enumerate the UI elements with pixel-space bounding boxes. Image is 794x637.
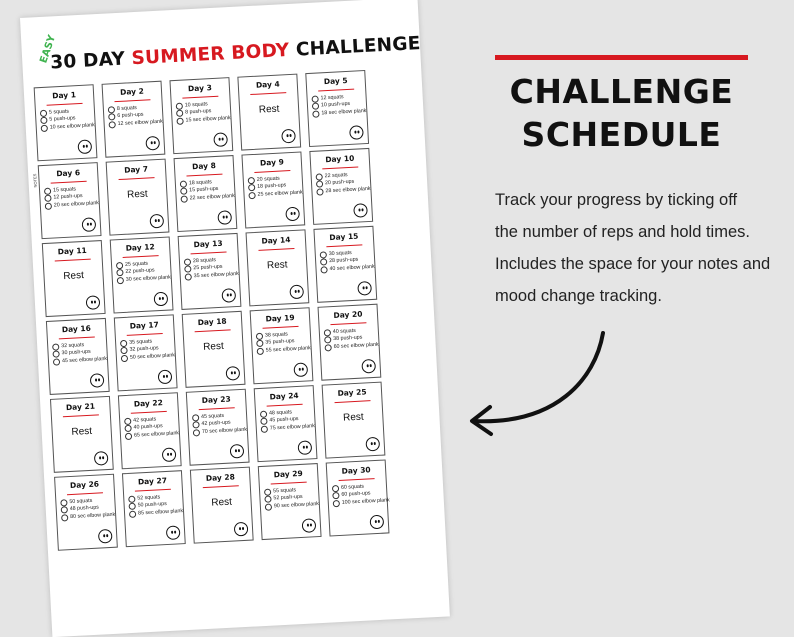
exercise-text: 5 push-ups [49, 115, 76, 123]
day-label: Day 28 [205, 472, 236, 483]
exercise-text: 25 push-ups [193, 264, 223, 272]
mood-face-icon[interactable] [353, 203, 368, 218]
day-card [42, 240, 106, 317]
rest-label: Rest [342, 411, 364, 424]
day-label: Day 30 [341, 465, 371, 476]
day-label: Day 8 [191, 160, 217, 172]
exercise-text: 30 squats [328, 249, 352, 258]
exercise-item [261, 423, 315, 433]
checkbox-circle[interactable] [261, 425, 268, 432]
checkbox-circle[interactable] [185, 273, 192, 280]
heading-line-2: SCHEDULE [521, 115, 722, 154]
mood-face-icon[interactable] [302, 518, 317, 533]
exercise-item [248, 189, 302, 199]
day-underline [135, 489, 171, 492]
rest-label: Rest [258, 103, 280, 116]
day-label: Day 6 [56, 168, 81, 179]
exercise-text: 5 squats [48, 108, 70, 116]
day-label: Day 23 [201, 394, 231, 406]
checkbox-circle[interactable] [129, 510, 136, 517]
day-underline [258, 248, 294, 251]
exercise-text: 42 push-ups [201, 419, 231, 428]
exercise-text: 20 push-ups [324, 179, 355, 187]
exercise-text: 35 sec elbow plank [193, 270, 239, 279]
day-card [118, 392, 182, 469]
day-underline [250, 92, 286, 95]
checkbox-circle[interactable] [41, 124, 48, 131]
mood-face-icon[interactable] [98, 529, 113, 544]
exercise-text: 100 sec elbow plank [341, 496, 390, 506]
curved-arrow-left-icon [460, 325, 620, 445]
day-card [186, 389, 250, 466]
exercise-item [257, 345, 311, 355]
checkbox-circle[interactable] [125, 432, 132, 439]
exercise-text: 28 squats [192, 257, 217, 265]
exercise-text: 48 squats [268, 409, 293, 417]
exercise-list [311, 93, 366, 118]
day-label: Day 26 [69, 479, 100, 491]
exercise-text: 50 sec elbow plank [129, 351, 176, 361]
day-underline [131, 411, 167, 414]
day-card [50, 396, 114, 473]
exercise-text: 45 push-ups [269, 416, 299, 424]
day-underline [191, 252, 227, 255]
day-underline [254, 170, 290, 173]
exercise-list [124, 415, 179, 440]
checkbox-circle[interactable] [257, 347, 264, 354]
day-underline [63, 414, 99, 417]
exercise-text: 22 sec elbow plank [189, 192, 235, 201]
day-label: Day 21 [65, 401, 96, 413]
exercise-list [332, 482, 390, 507]
exercise-text: 30 sec elbow plank [125, 274, 171, 283]
exercise-text: 22 push-ups [125, 267, 155, 276]
exercise-item [176, 115, 230, 125]
day-underline [47, 103, 83, 106]
day-card [250, 307, 314, 384]
exercise-list [264, 486, 319, 511]
day-label: Day 3 [187, 83, 213, 94]
checkbox-circle[interactable] [320, 266, 327, 273]
exercise-item [53, 356, 107, 366]
easy-badge: EASY [38, 33, 59, 65]
exercise-text: 90 sec elbow plank [273, 500, 320, 509]
checkbox-circle[interactable] [45, 202, 52, 209]
exercise-text: 22 squats [324, 172, 348, 180]
exercise-item [333, 497, 390, 507]
exercise-text: 55 sec elbow plank [265, 344, 311, 354]
rest-label: Rest [71, 425, 93, 438]
mood-face-icon[interactable] [234, 522, 249, 537]
day-underline [326, 244, 362, 247]
day-card [305, 70, 369, 147]
checkbox-circle[interactable] [333, 500, 340, 507]
exercise-text: 75 sec elbow plank [269, 422, 315, 432]
mood-face-icon[interactable] [298, 440, 313, 455]
day-label: Day 1 [51, 90, 77, 101]
exercise-text: 38 push-ups [333, 334, 363, 343]
mood-face-icon[interactable] [226, 366, 241, 381]
day-label: Day 12 [125, 242, 155, 253]
exercise-text: 85 sec elbow plank [137, 507, 184, 517]
day-underline [318, 89, 354, 92]
day-card [182, 311, 246, 388]
day-underline [322, 167, 358, 170]
exercise-text: 60 sec elbow plank [333, 341, 379, 350]
day-card [106, 159, 170, 236]
mood-face-icon[interactable] [82, 217, 97, 232]
rest-label: Rest [202, 340, 225, 353]
exercise-list [52, 341, 107, 366]
day-underline [182, 96, 218, 99]
exercise-text: 50 squats [69, 497, 93, 506]
mood-face-icon[interactable] [158, 370, 173, 385]
day-label: Day 16 [61, 323, 92, 335]
day-label: Day 19 [265, 313, 295, 324]
title-part-1: 30 DAY [49, 48, 133, 74]
exercise-text: 15 squats [52, 186, 77, 194]
exercise-text: 45 sec elbow plank [61, 355, 108, 364]
day-card [313, 226, 377, 303]
mood-face-icon[interactable] [213, 132, 228, 147]
checkbox-circle[interactable] [117, 277, 124, 284]
checkbox-circle[interactable] [61, 514, 68, 521]
day-underline [55, 259, 91, 262]
notes-label: NOTES [32, 173, 38, 188]
day-label: Day 9 [259, 157, 285, 168]
day-card [169, 77, 233, 154]
day-underline [195, 329, 231, 332]
mood-face-icon[interactable] [361, 359, 376, 374]
description-line: mood change tracking. [495, 287, 662, 305]
exercise-item [129, 508, 183, 518]
day-label: Day 20 [333, 309, 363, 320]
mood-face-icon[interactable] [90, 373, 105, 388]
day-card [318, 304, 382, 381]
mood-face-icon[interactable] [86, 295, 101, 310]
exercise-text: 65 sec elbow plank [133, 429, 180, 439]
day-label: Day 2 [119, 86, 145, 97]
exercise-list [120, 337, 175, 362]
mood-face-icon[interactable] [221, 288, 236, 303]
day-underline [339, 478, 375, 481]
day-label: Day 4 [255, 79, 280, 90]
mood-face-icon[interactable] [94, 451, 109, 466]
day-underline [67, 492, 103, 495]
day-label: Day 27 [137, 475, 168, 487]
day-card [54, 474, 118, 551]
day-label: Day 18 [197, 316, 227, 328]
exercise-list [116, 259, 171, 284]
exercise-text: 20 sec elbow plank [53, 199, 99, 209]
exercise-list [316, 171, 371, 196]
exercise-text: 60 squats [340, 483, 365, 491]
day-card [46, 318, 110, 395]
day-underline [271, 482, 307, 485]
exercise-text: 18 squats [188, 179, 212, 187]
exercise-list [192, 412, 247, 437]
day-underline [330, 322, 366, 325]
mood-face-icon[interactable] [154, 292, 169, 307]
exercise-text: 12 push-ups [53, 193, 83, 201]
mood-face-icon[interactable] [365, 437, 380, 452]
exercise-text: 50 push-ups [137, 501, 167, 509]
day-card [102, 81, 166, 158]
day-label: Day 7 [123, 164, 149, 175]
mood-face-icon[interactable] [145, 136, 160, 151]
mood-face-icon[interactable] [293, 362, 308, 377]
exercise-item [185, 271, 239, 281]
mood-face-icon[interactable] [230, 444, 245, 459]
day-label: Day 13 [193, 238, 223, 250]
exercise-text: 18 sec elbow plank [321, 107, 367, 116]
exercise-text: 25 sec elbow plank [257, 189, 303, 198]
day-card [114, 314, 178, 391]
mood-face-icon[interactable] [289, 285, 304, 300]
exercise-item [193, 426, 247, 436]
day-card [326, 459, 390, 536]
day-label: Day 5 [323, 75, 348, 87]
exercise-text: 32 push-ups [129, 345, 159, 354]
exercise-list [128, 493, 183, 518]
exercise-text: 28 sec elbow plank [325, 185, 371, 194]
exercise-list [180, 178, 235, 203]
day-card [190, 467, 254, 544]
exercise-text: 55 squats [272, 487, 297, 495]
day-underline [263, 326, 299, 329]
day-label: Day 22 [133, 398, 164, 409]
day-label: Day 24 [269, 390, 299, 402]
mood-face-icon[interactable] [285, 207, 300, 222]
exercise-text: 15 sec elbow plank [185, 114, 231, 124]
day-label: Day 25 [337, 387, 367, 398]
day-underline [199, 407, 235, 410]
exercise-text: 40 sec elbow plank [329, 263, 375, 272]
exercise-text: 12 sec elbow plank [117, 118, 163, 127]
exercise-list [256, 330, 311, 355]
exercise-text: 35 squats [128, 338, 153, 346]
panel-heading [495, 70, 748, 156]
exercise-text: 18 push-ups [257, 182, 287, 191]
mood-face-icon[interactable] [370, 515, 385, 530]
exercise-item [312, 108, 366, 118]
exercise-text: 70 sec elbow plank [201, 426, 248, 435]
exercise-list [176, 100, 231, 125]
exercise-item [109, 118, 163, 128]
mood-face-icon[interactable] [149, 214, 164, 229]
description-line: Track your progress by ticking off [495, 191, 738, 209]
day-card [34, 84, 98, 161]
checkbox-circle[interactable] [181, 195, 188, 202]
exercise-text: 52 squats [137, 494, 161, 502]
exercise-list [260, 408, 315, 433]
mood-face-icon[interactable] [77, 139, 92, 154]
exercise-item [320, 263, 374, 273]
challenge-sheet [20, 0, 450, 637]
exercise-text: 38 squats [264, 331, 289, 339]
exercise-text: 6 push-ups [117, 111, 144, 120]
mood-face-icon[interactable] [162, 447, 177, 462]
day-label: Day 15 [329, 231, 359, 243]
day-underline [186, 174, 222, 177]
exercise-item [265, 501, 319, 511]
title-part-2: SUMMER BODY [131, 39, 290, 70]
accent-bar [495, 55, 748, 60]
checkbox-circle[interactable] [193, 429, 200, 436]
mood-face-icon[interactable] [349, 125, 364, 140]
exercise-item [41, 122, 95, 132]
exercise-item [125, 430, 179, 440]
exercise-text: 10 sec elbow plank [49, 121, 95, 131]
exercise-text: 12 squats [320, 94, 344, 102]
rest-label: Rest [63, 270, 85, 283]
checkbox-circle[interactable] [312, 110, 319, 117]
day-underline [127, 333, 163, 336]
exercise-list [324, 327, 379, 352]
exercise-text: 80 sec elbow plank [70, 511, 116, 520]
day-label: Day 17 [129, 320, 159, 331]
checkbox-circle[interactable] [324, 344, 331, 351]
day-card [322, 382, 386, 459]
exercise-text: 8 push-ups [185, 108, 212, 116]
panel-description [495, 184, 775, 312]
exercise-text: 20 squats [256, 175, 280, 183]
checkbox-circle[interactable] [53, 358, 60, 365]
day-card [122, 470, 186, 547]
exercise-item [117, 274, 171, 284]
day-card [178, 233, 242, 310]
exercise-item [316, 185, 370, 195]
day-card [241, 151, 305, 228]
mood-face-icon[interactable] [357, 281, 372, 296]
checkbox-circle[interactable] [248, 192, 255, 199]
exercise-list [44, 185, 99, 210]
exercise-text: 10 push-ups [320, 101, 351, 109]
exercise-text: 32 squats [61, 342, 85, 350]
exercise-item [181, 193, 235, 203]
rest-label: Rest [211, 496, 233, 509]
rest-label: Rest [266, 259, 288, 272]
day-underline [123, 255, 159, 258]
exercise-list [60, 497, 115, 522]
exercise-text: 52 push-ups [273, 494, 303, 502]
day-label: Day 14 [261, 235, 291, 246]
exercise-item [121, 352, 175, 362]
rest-label: Rest [126, 188, 148, 201]
heading-line-1: CHALLENGE [509, 72, 734, 111]
mood-face-icon[interactable] [166, 525, 181, 540]
day-card [237, 74, 301, 151]
day-underline [335, 400, 371, 403]
day-underline [59, 337, 95, 340]
day-underline [114, 99, 150, 102]
day-card [38, 162, 102, 239]
exercise-item [324, 341, 378, 351]
checkbox-circle[interactable] [176, 117, 183, 124]
exercise-list [248, 174, 303, 199]
exercise-item [61, 511, 115, 521]
day-underline [267, 404, 303, 407]
exercise-text: 40 push-ups [133, 423, 163, 431]
checkbox-circle[interactable] [265, 503, 272, 510]
exercise-text: 25 squats [124, 260, 149, 268]
day-underline [51, 181, 87, 184]
day-underline [203, 485, 239, 488]
day-underline [119, 177, 155, 180]
exercise-text: 28 push-ups [329, 256, 359, 265]
exercise-item [45, 200, 99, 210]
exercise-list [320, 249, 375, 274]
day-card [246, 229, 310, 306]
exercise-list [40, 107, 95, 132]
exercise-text: 10 squats [184, 101, 208, 109]
sheet-title [50, 33, 421, 73]
exercise-text: 45 squats [200, 412, 225, 421]
day-card [110, 236, 174, 313]
day-card [254, 385, 318, 462]
checkbox-circle[interactable] [109, 121, 116, 128]
day-card [174, 155, 238, 232]
checkbox-circle[interactable] [121, 355, 128, 362]
exercise-text: 15 push-ups [189, 186, 219, 194]
mood-face-icon[interactable] [281, 129, 296, 144]
day-card [258, 463, 322, 540]
day-label: Day 10 [325, 153, 355, 165]
exercise-text: 60 push-ups [341, 490, 371, 499]
exercise-list [184, 256, 239, 281]
exercise-text: 30 push-ups [61, 349, 91, 357]
exercise-text: 48 push-ups [69, 504, 100, 513]
checkbox-circle[interactable] [316, 188, 323, 195]
day-card [309, 148, 373, 225]
title-part-3: CHALLENGE [288, 33, 422, 61]
exercise-text: 42 squats [133, 416, 157, 424]
exercise-list [108, 104, 163, 129]
description-line: Includes the space for your notes and [495, 255, 771, 273]
mood-face-icon[interactable] [217, 210, 232, 225]
exercise-text: 8 squats [116, 105, 138, 113]
exercise-text: 40 squats [332, 327, 356, 336]
exercise-text: 35 push-ups [265, 338, 295, 346]
day-label: Day 11 [57, 245, 87, 257]
description-line: the number of reps and hold times. [495, 223, 750, 241]
day-label: Day 29 [273, 468, 303, 480]
